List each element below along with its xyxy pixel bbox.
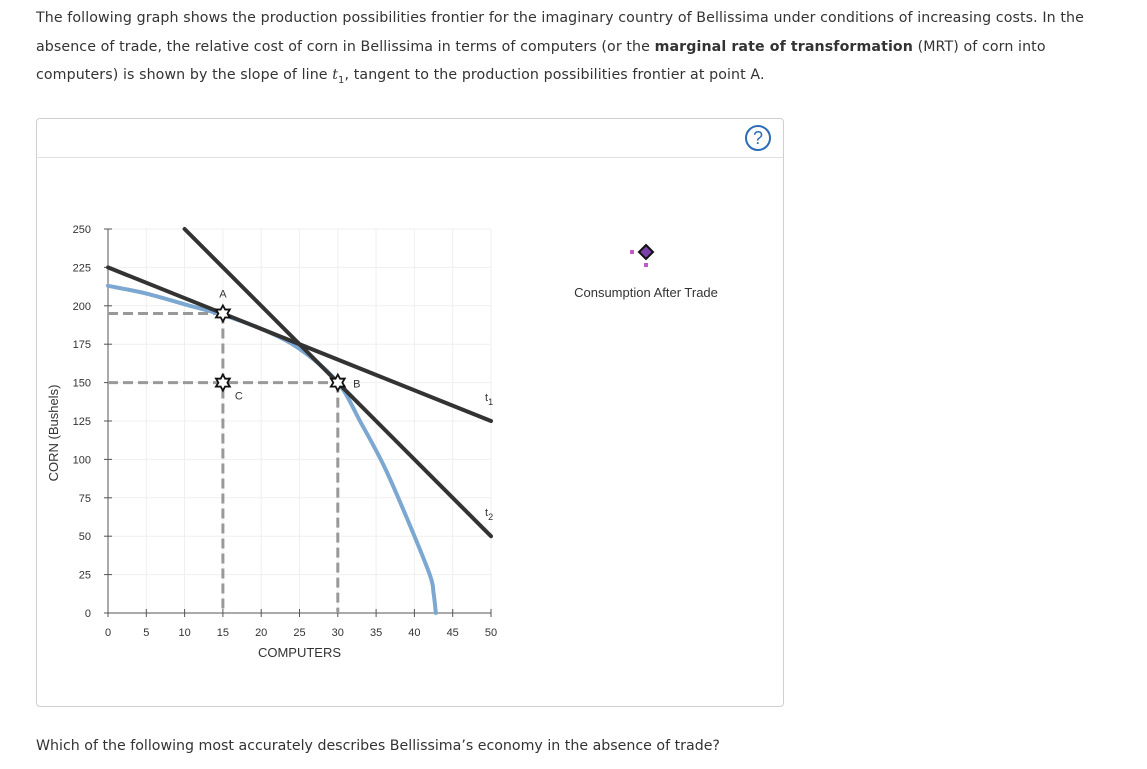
x-tick-label: 25	[293, 627, 306, 639]
intro-text-2: (MRT) of corn into computers) is shown by the slope of line	[36, 38, 1046, 83]
x-axis-title: COMPUTERS	[257, 645, 342, 660]
x-tick-label: 45	[446, 627, 459, 639]
consumption-after-trade-marker[interactable]	[639, 245, 653, 259]
y-tick-label: 125	[72, 416, 91, 428]
tangent-label-t1: $t_1$	[485, 392, 494, 407]
y-tick-label: 25	[78, 569, 91, 582]
x-tick-label: 15	[216, 627, 230, 639]
y-tick-label: 100	[72, 454, 91, 467]
graph-panel	[36, 118, 784, 707]
y-tick-label: 175	[72, 339, 91, 352]
y-tick-label: 0	[84, 608, 91, 620]
y-tick-label: 150	[72, 377, 91, 390]
intro-t-variable: t	[332, 67, 339, 83]
intro-text-3: , tangent to the production possibilities frontier at point A.	[344, 67, 765, 83]
intro-t-subscript: 1	[338, 74, 345, 86]
question-text: Which of the following most accurately describes Bellissima’s economy in the absence of trade?	[36, 738, 720, 754]
point-c-marker[interactable]	[216, 375, 230, 391]
tangent-label-t2: $t_2$	[485, 507, 494, 523]
intro-paragraph	[36, 4, 1116, 95]
point-c-label: C	[234, 390, 243, 403]
x-tick-label: 35	[369, 627, 383, 639]
y-tick-label: 250	[72, 224, 91, 236]
x-tick-label: 20	[255, 627, 268, 639]
x-tick-label: 40	[408, 627, 421, 639]
x-tick-label: 5	[143, 627, 150, 639]
y-tick-label: 75	[78, 492, 91, 505]
y-axis-title: CORN (Bushels)	[46, 384, 61, 482]
point-a-marker[interactable]	[216, 305, 230, 321]
y-tick-label: 50	[78, 531, 91, 544]
x-tick-label: 30	[331, 627, 344, 639]
x-tick-label: 50	[484, 627, 498, 639]
intro-bold-term: marginal rate of transformation	[654, 38, 913, 55]
point-a-label: A	[219, 288, 227, 301]
x-tick-label: 10	[178, 627, 191, 639]
x-tick-label: 0	[104, 627, 112, 639]
y-tick-label: 200	[72, 300, 91, 313]
ppf-chart	[37, 119, 783, 706]
intro-text-1: The following graph shows the production possibilities frontier for the imaginary country of Bellissima under conditions of increasing costs. In the absence of trade, the relative cost of corn in Bellissima in terms of computers (or the	[36, 10, 1084, 55]
y-tick-label: 225	[72, 262, 91, 275]
help-button[interactable]: ?	[745, 125, 771, 151]
legend-dot-bottom	[644, 263, 648, 267]
legend-dot-left	[630, 250, 634, 254]
point-b-label: B	[353, 378, 361, 391]
legend-label: Consumption After Trade	[574, 285, 718, 300]
